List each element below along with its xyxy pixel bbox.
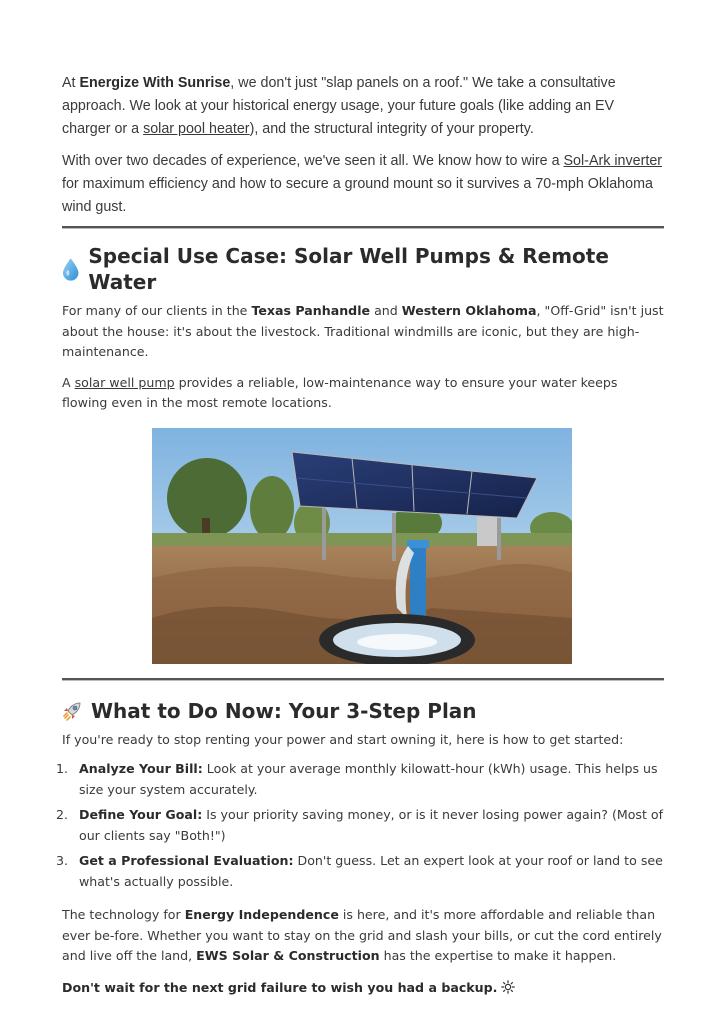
emphasis: Energy Independence: [184, 907, 339, 922]
text: With over two decades of experience, we've seen it all. We know how to wire a: [62, 153, 564, 169]
section-title: Special Use Case: Solar Well Pumps & Remote Water: [88, 244, 609, 294]
section-divider: [62, 226, 664, 229]
solar-well-pump-link[interactable]: solar well pump: [74, 374, 175, 390]
text: ), and the structural integrity of your property.: [249, 121, 534, 137]
text: , we don't just "slap panels on a roof." We take a consultative approach. We look at your historical energy usage, your future goals (like adding an EV charger or a: [62, 75, 616, 137]
text: For many of our clients in the: [62, 303, 252, 318]
text: The technology for: [62, 907, 185, 922]
plan-intro: If you're ready to stop renting your power and start owning it, here is how to get started:: [62, 731, 624, 747]
sun-icon: [501, 980, 515, 994]
text: A: [62, 374, 75, 390]
list-item: [56, 759, 664, 800]
company-name: EWS Solar & Construction: [196, 948, 380, 963]
step-title: Get a Professional Evaluation:: [79, 853, 294, 868]
solar-pool-heater-link[interactable]: solar pool heater: [143, 121, 250, 137]
list-item: [56, 851, 664, 892]
text: and: [370, 303, 402, 318]
section-heading-well-pumps: [62, 243, 664, 295]
rocket-icon: [62, 701, 82, 721]
step-text: Don't guess. Let an expert look at your roof or land to see what's actually possible.: [79, 853, 663, 889]
water-drop-icon: [62, 257, 79, 281]
text: provides a reliable, low-maintenance way to ensure your water keeps flowing even in the most remote locations.: [62, 374, 618, 410]
step-text: Look at your average monthly kilowatt-hour (kWh) usage. This helps us size your system accurately.: [79, 761, 658, 797]
text: , "Off-Grid" isn't just about the house: it's about the livestock. Traditional windmills are iconic, but they are high-maintenance.: [62, 303, 664, 359]
text: has the expertise to make it happen.: [379, 948, 617, 963]
step-number: 1.: [56, 761, 69, 776]
step-number: 2.: [56, 807, 69, 822]
step-title: Analyze Your Bill:: [79, 761, 203, 776]
section-heading-3-step-plan: [62, 698, 664, 724]
intro-paragraph-1: [62, 72, 664, 141]
step-title: Define Your Goal:: [79, 807, 203, 822]
section-title: What to Do Now: Your 3-Step Plan: [91, 698, 477, 723]
step-number: 3.: [56, 853, 69, 868]
region-name: Western Oklahoma: [401, 303, 537, 318]
text: At: [62, 75, 80, 91]
well-pump-paragraph-1: [62, 301, 664, 363]
company-name: Energize With Sunrise: [79, 75, 231, 91]
intro-paragraph-2: [62, 150, 664, 219]
sol-ark-inverter-link[interactable]: Sol-Ark inverter: [563, 153, 663, 169]
well-pump-paragraph-2: [62, 373, 664, 414]
plan-steps-list: [56, 759, 664, 892]
text: for maximum efficiency and how to secure a ground mount so it survives a 70-mph Oklahoma wind gust.: [62, 176, 653, 215]
section-divider: [62, 678, 664, 681]
document-page: [56, 72, 664, 998]
closing-paragraph: [62, 905, 664, 967]
region-name: Texas Panhandle: [251, 303, 371, 318]
cta-text: Don't wait for the next grid failure to wish you had a backup.: [62, 979, 498, 995]
final-call-to-action: [62, 978, 664, 999]
list-item: [56, 805, 664, 846]
text: is here, and it's more affordable and reliable than ever be-fore. Whether you want to stay on the grid and slash your bills, or cut the cord entirely and live off the land,: [62, 907, 662, 963]
step-text: Is your priority saving money, or is it never losing power again? (Most of our clients say "Both!"): [79, 807, 664, 843]
solar-well-pump-photo: [152, 428, 572, 664]
